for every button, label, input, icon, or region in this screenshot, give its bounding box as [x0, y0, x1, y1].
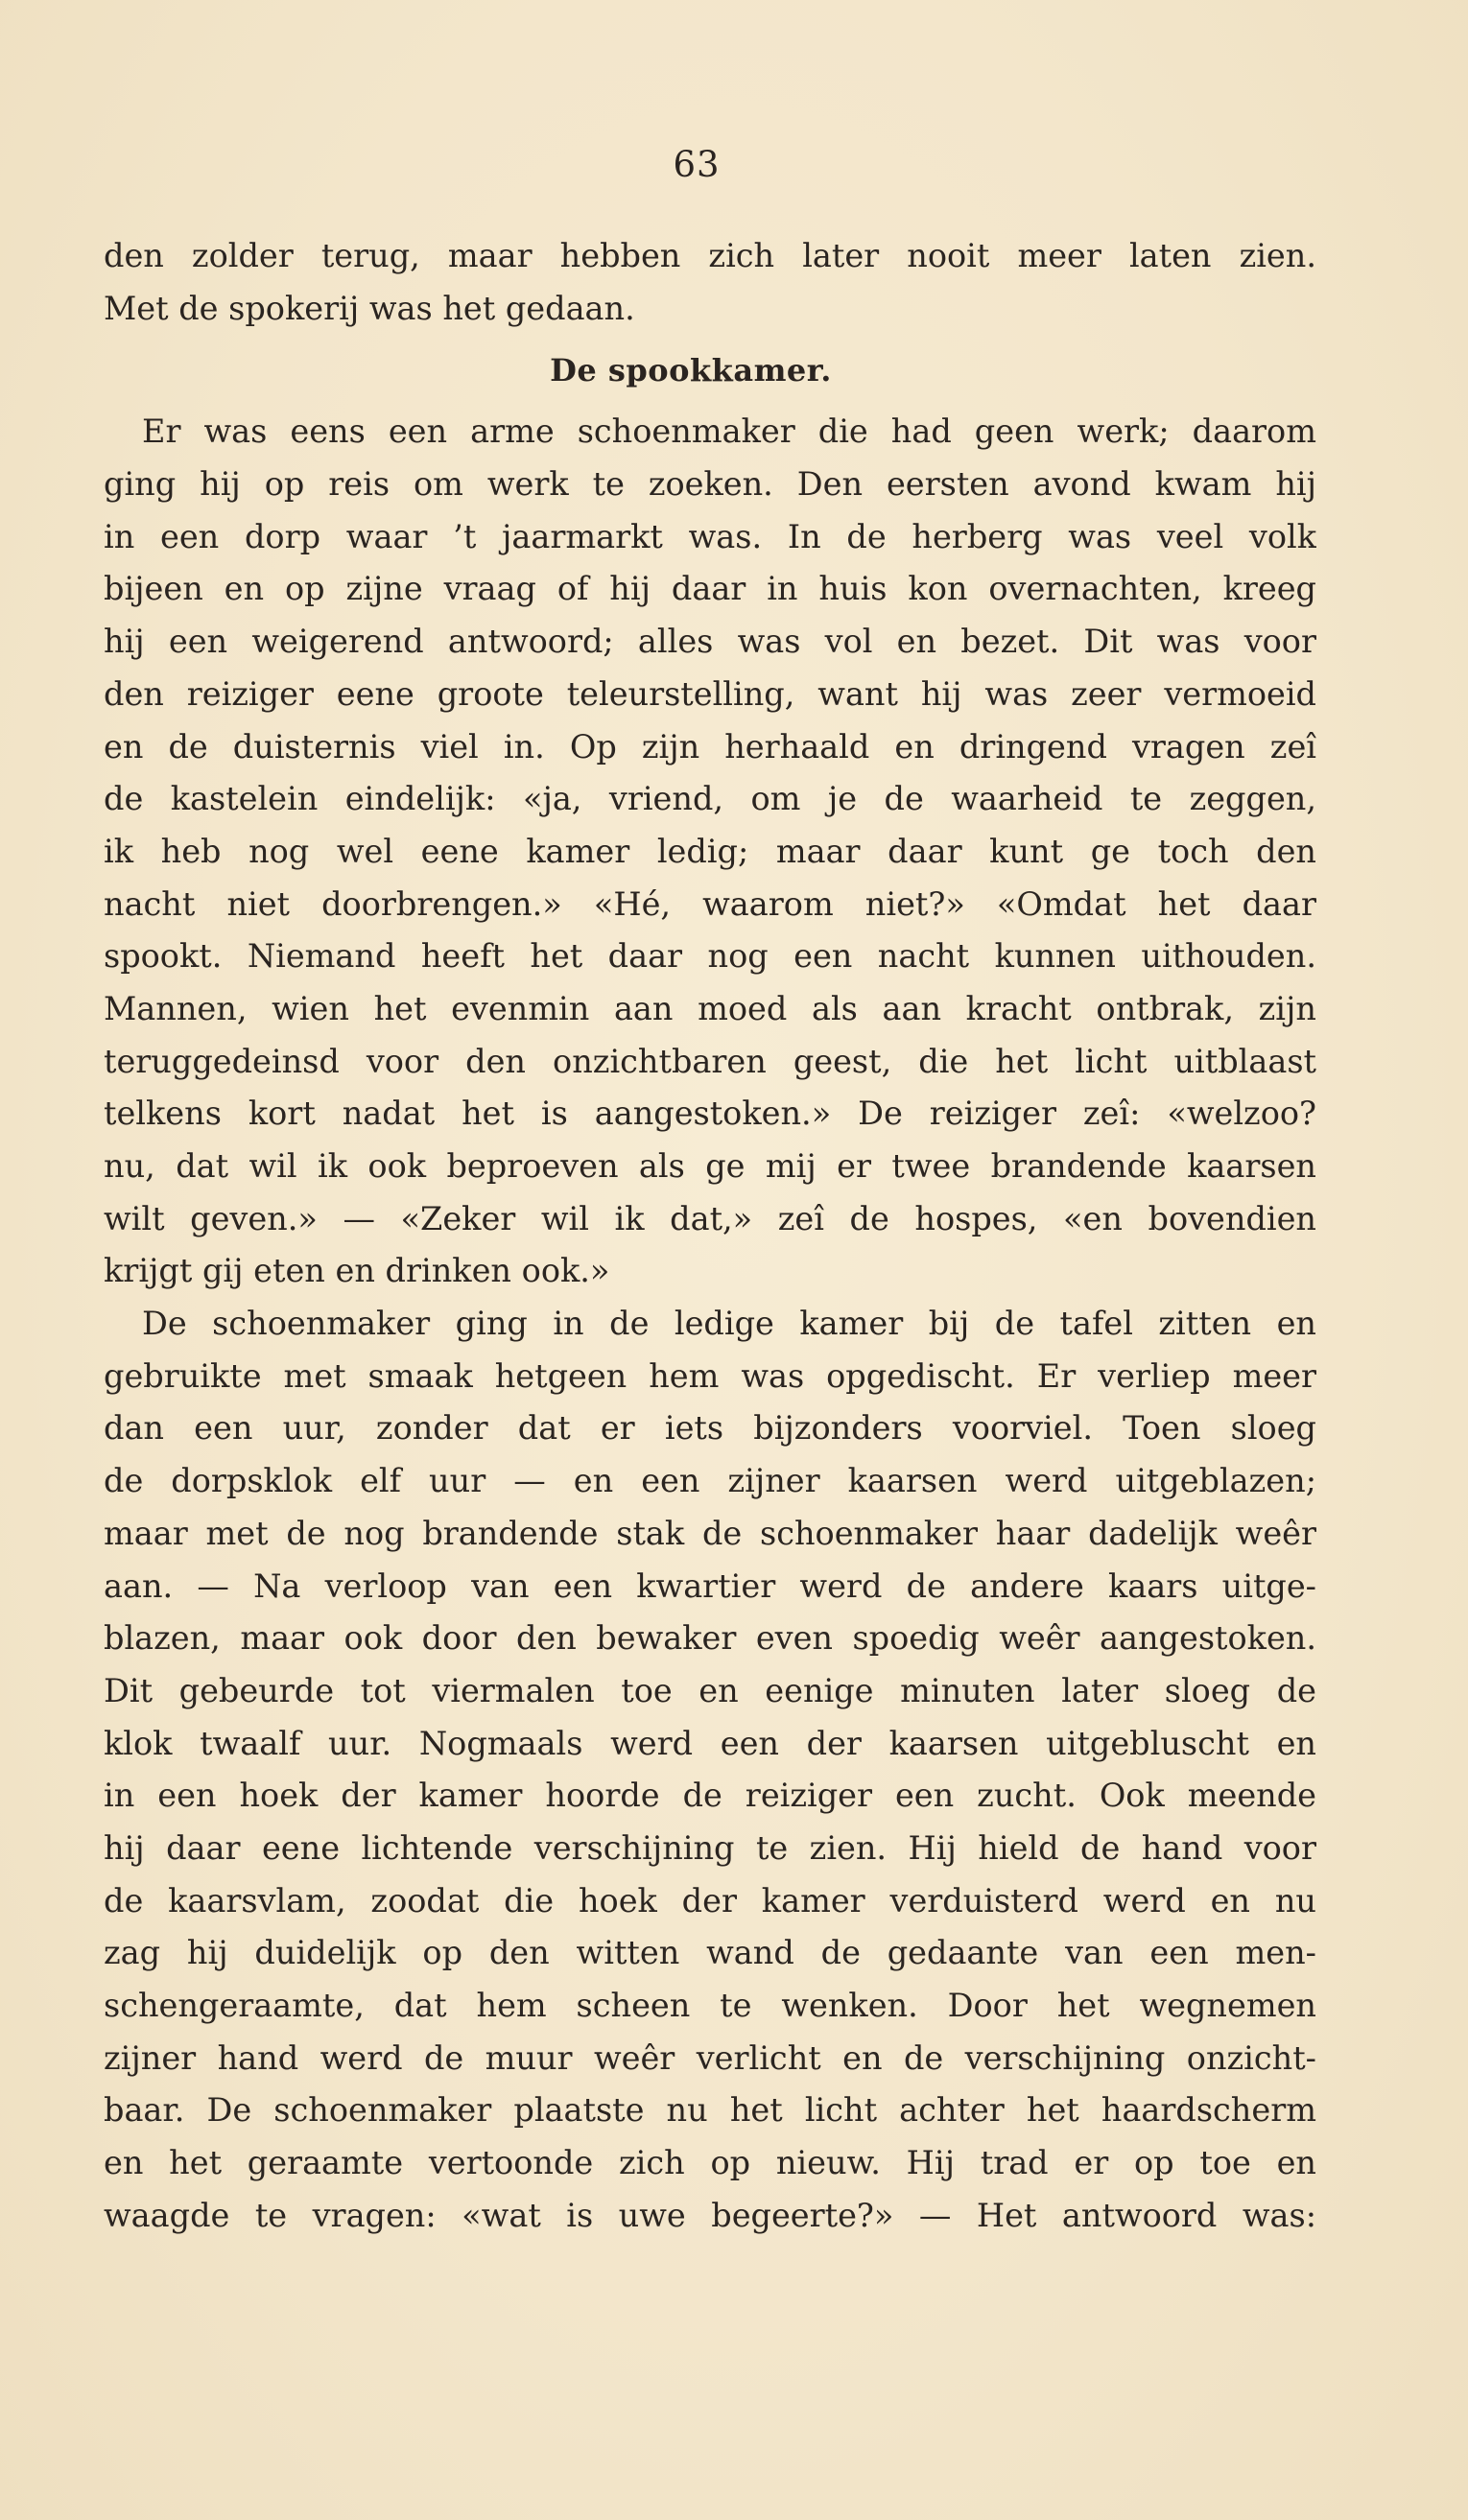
text-line: waagde te vragen: «wat is uwe begeerte?» — Het antwoord was: — [104, 2196, 1316, 2234]
text-line: zag hij duidelijk op den witten wand de gedaante van een men- — [104, 1934, 1316, 1972]
intro-paragraph — [104, 230, 1316, 335]
text-line: den zolder terug, maar hebben zich later nooit meer laten zien. — [104, 237, 1316, 274]
page-text — [104, 230, 1316, 2242]
text-line: de kastelein eindelijk: «ja, vriend, om je de waarheid te zeggen, — [104, 780, 1316, 818]
text-line: teruggedeinsd voor den onzichtbaren geest, die het licht uitblaast — [104, 1042, 1316, 1080]
section-heading: De spookkamer. — [550, 352, 832, 389]
text-line: blazen, maar ook door den bewaker even spoedig weêr aangestoken. — [104, 1619, 1316, 1658]
text-line: gebruikte met smaak hetgeen hem was opgedischt. Er verliep meer — [104, 1356, 1316, 1395]
text-line: Met de spokerij was het gedaan. — [104, 289, 635, 327]
page-number: 63 — [673, 144, 721, 185]
text-line: spookt. Niemand heeft het daar nog een nacht kunnen uithouden. — [104, 937, 1316, 976]
text-line: De schoenmaker ging in de ledige kamer bij de tafel zitten en — [142, 1305, 1316, 1343]
text-line: schengeraamte, dat hem scheen te wenken. Door het wegnemen — [104, 1987, 1316, 2024]
text-line: in een dorp waar ’t jaarmarkt was. In de herberg was veel volk — [104, 517, 1316, 555]
text-line: nu, dat wil ik ook beproeven als ge mij er twee brandende kaarsen — [104, 1147, 1316, 1185]
paragraph-1 — [104, 406, 1316, 1298]
text-line: telkens kort nadat het is aangestoken.» De reiziger zeî: «welzoo? — [104, 1095, 1316, 1133]
text-line: wilt geven.» — «Zeker wil ik dat,» zeî de hospes, «en bovendien — [104, 1199, 1316, 1237]
text-line: de kaarsvlam, zoodat die hoek der kamer verduisterd werd en nu — [104, 1881, 1316, 1919]
text-line: baar. De schoenmaker plaatste nu het licht achter het haardscherm — [104, 2091, 1316, 2130]
text-line: klok twaalf uur. Nogmaals werd een der kaarsen uitgebluscht en — [104, 1724, 1316, 1762]
text-line: hij een weigerend antwoord; alles was vol en bezet. Dit was voor — [104, 623, 1316, 661]
text-line: Dit gebeurde tot viermalen toe en eenige minuten later sloeg de — [104, 1671, 1316, 1709]
text-line: en de duisternis viel in. Op zijn herhaald en dringend vragen zeî — [104, 727, 1316, 765]
text-line: Er was eens een arme schoenmaker die had geen werk; daarom — [142, 412, 1316, 451]
text-line: hij daar eene lichtende verschijning te zien. Hij hield de hand voor — [104, 1828, 1316, 1867]
text-line: nacht niet doorbrengen.» «Hé, waarom niet?» «Omdat het daar — [104, 884, 1316, 923]
text-line: krijgt gij eten en drinken ook.» — [104, 1252, 610, 1290]
text-line: den reiziger eene groote teleurstelling, want hij was zeer vermoeid — [104, 674, 1316, 713]
text-line: ik heb nog wel eene kamer ledig; maar daar kunt ge toch den — [104, 832, 1316, 870]
text-line: in een hoek der kamer hoorde de reiziger een zucht. Ook meende — [104, 1777, 1316, 1815]
text-line: en het geraamte vertoonde zich op nieuw. Hij trad er op toe en — [104, 2144, 1316, 2182]
text-line: maar met de nog brandende stak de schoenmaker haar dadelijk weêr — [104, 1514, 1316, 1552]
text-line: de dorpsklok elf uur — en een zijner kaarsen werd uitgeblazen; — [104, 1462, 1316, 1500]
text-line: ging hij op reis om werk te zoeken. Den eersten avond kwam hij — [104, 465, 1316, 504]
paragraph-2 — [104, 1298, 1316, 2242]
text-line: bijeen en op zijne vraag of hij daar in huis kon overnachten, kreeg — [104, 570, 1316, 608]
text-line: aan. — Na verloop van een kwartier werd de andere kaars uitge- — [104, 1566, 1316, 1605]
text-line: Mannen, wien het evenmin aan moed als aan kracht ontbrak, zijn — [104, 989, 1316, 1027]
text-line: zijner hand werd de muur weêr verlicht en de verschijning onzicht- — [104, 2038, 1316, 2077]
text-line: dan een uur, zonder dat er iets bijzonders voorviel. Toen sloeg — [104, 1409, 1316, 1448]
